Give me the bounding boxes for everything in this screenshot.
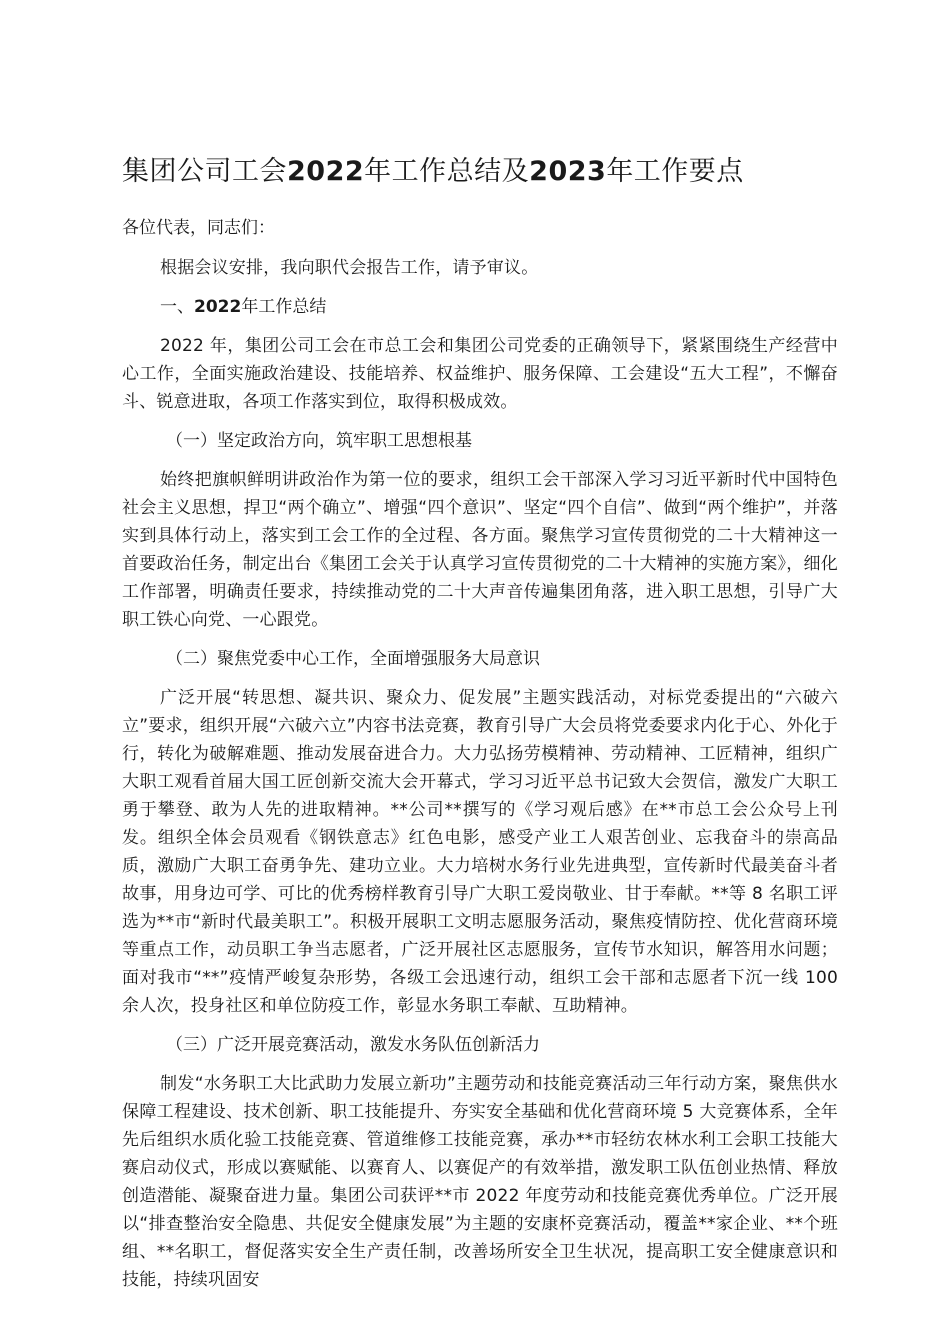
subsection-2-paragraph: 广泛开展“转思想、凝共识、聚众力、促发展”主题实践活动，对标党委提出的“六破六立”要求，组织开展“六破六立”内容书法竞赛，教育引导广大会员将党委要求内化于心、外化于行，转化为破解难题、推动发展奋进合力。大力弘扬劳模精神、劳动精神、工匠精神，组织广大职工观看首届大国工匠创新交流大会开幕式，学习习近平总书记致大会贺信，激发广大职工勇于攀登、敢为人先的进取精神。**公司**撰写的《学习观后感》在**市总工会公众号上刊发。组织全体会员观看《钢铁意志》红色电影，感受产业工人艰苦创业、忘我奋斗的崇高品质，激励广大职工奋勇争先、建功立业。大力培树水务行业先进典型，宣传新时代最美奋斗者故事，用身边可学、可比的优秀榜样教育引导广大职工爱岗敬业、甘于奉献。**等 8 名职工评选为**市“新时代最美职工”。积极开展职工文明志愿服务活动，聚焦疫情防控、优化营商环境等重点工作，动员职工争当志愿者，广泛开展社区志愿服务，宣传节水知识，解答用水问题；面对我市“**”疫情严峻复杂形势，各级工会迅速行动，组织工会干部和志愿者下沉一线 100 余人次，投身社区和单位防疫工作，彰显水务职工奉献、互助精神。 xyxy=(122,688,838,1016)
section-1-heading-suffix: 年工作总结 xyxy=(241,297,327,317)
subsection-2-heading: （二）聚焦党委中心工作，全面增强服务大局意识 xyxy=(166,649,540,669)
section-1-paragraph: 2022 年，集团公司工会在市总工会和集团公司党委的正确领导下，紧紧围绕生产经营中心工作，全面实施政治建设、技能培养、权益维护、服务保障、工会建设“五大工程”，不懈奋斗、锐意进取，各项工作落实到位，取得积极成效。 xyxy=(122,336,838,412)
salutation: 各位代表，同志们： xyxy=(122,218,275,238)
section-1-heading xyxy=(122,293,838,321)
document-page xyxy=(122,152,838,1305)
document-title xyxy=(122,152,838,192)
title-year-2023: 2023 xyxy=(529,156,607,187)
section-1-heading-year: 2022 xyxy=(194,297,242,317)
title-year-2022: 2022 xyxy=(287,156,365,187)
subsection-3-paragraph: 制发“水务职工大比武助力发展立新功”主题劳动和技能竞赛活动三年行动方案，聚焦供水保障工程建设、技术创新、职工技能提升、夯实安全基础和优化营商环境 5 大竞赛体系，全年先后组织水质化验工技能竞赛、管道维修工技能竞赛，承办**市轻纺农林水利工会职工技能大赛启动仪式，形成以赛赋能、以赛育人、以赛促产的有效举措，激发职工队伍创业热情、释放创造潜能、凝聚奋进力量。集团公司获评**市 2022 年度劳动和技能竞赛优秀单位。广泛开展以“排查整治安全隐患、共促安全健康发展”为主题的安康杯竞赛活动，覆盖**家企业、**个班组、**名职工，督促落实安全生产责任制，改善场所安全卫生状况，提高职工安全健康意识和技能，持续巩固安 xyxy=(122,1074,838,1290)
intro-paragraph: 根据会议安排，我向职代会报告工作，请予审议。 xyxy=(160,258,539,278)
title-part-1: 集团公司工会 xyxy=(122,156,287,187)
title-part-2: 年工作总结及 xyxy=(364,156,530,187)
subsection-1-heading: （一）坚定政治方向，筑牢职工思想根基 xyxy=(166,431,472,451)
title-part-3: 年工作要点 xyxy=(606,156,744,187)
section-1-heading-prefix: 一、 xyxy=(160,297,194,317)
subsection-3-heading: （三）广泛开展竞赛活动，激发水务队伍创新活力 xyxy=(166,1035,540,1055)
subsection-1-paragraph: 始终把旗帜鲜明讲政治作为第一位的要求，组织工会干部深入学习习近平新时代中国特色社会主义思想，捍卫“两个确立”、增强“四个意识”、坚定“四个自信”、做到“两个维护”，并落实到具体行动上，落实到工会工作的全过程、各方面。聚焦学习宣传贯彻党的二十大精神这一首要政治任务，制定出台《集团工会关于认真学习宣传贯彻党的二十大精神的实施方案》，细化工作部署，明确责任要求，持续推动党的二十大声音传遍集团角落，进入职工思想，引导广大职工铁心向党、一心跟党。 xyxy=(122,470,838,630)
